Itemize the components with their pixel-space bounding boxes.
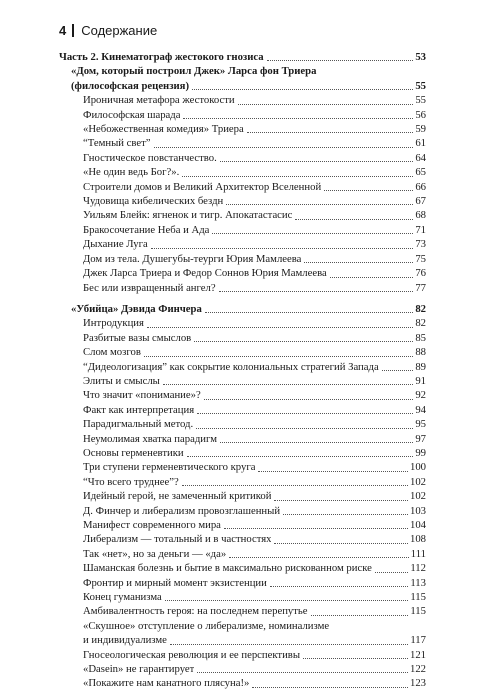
dot-leader — [382, 370, 414, 371]
toc-entry[interactable] — [59, 403, 426, 417]
toc-entry[interactable] — [59, 561, 426, 575]
toc-entry-page: 85 — [415, 331, 426, 344]
dot-leader — [274, 500, 407, 501]
toc-entry-title: Д. Финчер и либерализм провозглашенный — [83, 504, 281, 517]
dot-leader — [274, 543, 407, 544]
toc-section-entry[interactable] — [59, 64, 426, 93]
toc-entry-page: 53 — [415, 51, 426, 63]
toc-entry-page: 59 — [415, 123, 426, 136]
toc-entry[interactable] — [59, 360, 426, 374]
toc-entry-title: Строители домов и Великий Архитектор Вселенной — [83, 180, 322, 193]
toc-entry-page: 64 — [415, 151, 426, 164]
toc-entry-page: 77 — [415, 281, 426, 294]
toc-entry[interactable] — [59, 223, 426, 237]
toc-entry[interactable] — [59, 676, 426, 690]
toc-entry[interactable] — [59, 136, 426, 150]
toc-entry[interactable] — [59, 518, 426, 532]
toc-entry[interactable] — [59, 180, 426, 194]
dot-leader — [205, 312, 413, 313]
toc-entry-page: 91 — [415, 374, 426, 387]
toc-entry-title: “Дидеологизация” как сокрытие колониальных стратегий Запада — [83, 360, 379, 373]
toc-entry-page: 102 — [409, 490, 426, 503]
toc-entry-title: Элиты и смыслы — [83, 374, 160, 387]
toc-entry[interactable] — [59, 208, 426, 222]
toc-entry-title: Парадигмальный метод. — [83, 418, 194, 431]
dot-leader — [270, 586, 409, 587]
dot-leader — [224, 528, 408, 529]
dot-leader — [219, 291, 414, 292]
running-header — [59, 22, 157, 38]
toc-entry-page: 92 — [415, 389, 426, 402]
dot-leader — [311, 615, 409, 616]
toc-entry-page: 82 — [415, 302, 426, 315]
toc-entry-page: 88 — [415, 346, 426, 359]
toc-entry-title: Джек Ларса Триера и Федор Соннов Юрия Мамлеева — [83, 267, 327, 280]
toc-entry[interactable] — [59, 252, 426, 266]
toc-entry[interactable] — [59, 266, 426, 280]
toc-entry-page: 66 — [415, 180, 426, 193]
toc-entry-title: Интродукция — [83, 317, 144, 330]
toc-entry-title-line1: «Скушное» отступление о либерализме, номинализме — [83, 619, 330, 632]
toc-entry-page: 76 — [415, 267, 426, 280]
toc-entry[interactable] — [59, 576, 426, 590]
dot-leader — [182, 485, 408, 486]
dot-leader — [330, 277, 414, 278]
toc-entry-page: 108 — [409, 533, 426, 546]
toc-entry[interactable] — [59, 532, 426, 546]
toc-entry-page: 123 — [409, 677, 426, 690]
toc-entry[interactable] — [59, 93, 426, 107]
toc-entry[interactable] — [59, 237, 426, 251]
header-separator — [72, 24, 74, 37]
toc-entry[interactable] — [59, 619, 426, 648]
toc-entry-title: “Темный свет” — [83, 137, 151, 150]
toc-entry[interactable] — [59, 122, 426, 136]
toc-entry-title: Разбитые вазы смыслов — [83, 331, 192, 344]
toc-part-entry[interactable] — [59, 50, 426, 64]
toc-entry[interactable] — [59, 446, 426, 460]
dot-leader — [226, 204, 413, 205]
toc-entry-page: 94 — [415, 403, 426, 416]
toc-entry-title: Гносеологическая революция и ее перспективы — [83, 648, 301, 661]
toc-entry-page: 65 — [415, 166, 426, 179]
toc-entry[interactable] — [59, 662, 426, 676]
toc-entry-page: 100 — [409, 461, 426, 474]
dot-leader — [252, 687, 408, 688]
toc-entry-page: 122 — [409, 663, 426, 676]
toc-entry-title: «Убийца» Дэвида Финчера — [71, 302, 202, 315]
dot-leader — [375, 572, 408, 573]
dot-leader — [151, 248, 414, 249]
toc-entry-title: “Что всего труднее”? — [83, 475, 179, 488]
dot-leader — [194, 341, 413, 342]
section2-items — [59, 316, 426, 619]
section1-items — [59, 93, 426, 295]
toc-entry-page: 113 — [410, 576, 426, 589]
toc-entry[interactable] — [59, 108, 426, 122]
toc-entry-title: Дыхание Луга — [83, 238, 148, 251]
toc-entry-page: 56 — [415, 108, 426, 121]
toc-entry-page: 97 — [415, 432, 426, 445]
toc-entry-title: Слом мозгов — [83, 346, 141, 359]
toc-entry-title: Дом из тела. Душегубы-теурги Юрия Мамлеева — [83, 252, 302, 265]
table-of-contents — [59, 50, 426, 691]
dot-leader — [170, 644, 408, 645]
toc-entry-title-line2: и индивидуализме — [83, 634, 167, 647]
toc-entry-page: 104 — [409, 519, 426, 531]
toc-entry-title: Ироничная метафора жестокости — [83, 94, 235, 107]
toc-entry-title: Уильям Блейк: ягненок и тигр. Апокатастасис — [83, 209, 293, 222]
toc-entry[interactable] — [59, 316, 426, 330]
toc-entry[interactable] — [59, 504, 426, 518]
toc-entry-title: Гностическое повстанчество. — [83, 151, 217, 164]
toc-entry-page: 73 — [415, 238, 426, 251]
toc-entry-title: Манифест современного мира — [83, 519, 221, 531]
dot-leader — [220, 442, 413, 443]
toc-entry-page: 115 — [410, 605, 426, 618]
toc-entry-title: Идейный герой, не замеченный критикой — [83, 490, 272, 503]
toc-entry-page: 117 — [410, 634, 426, 647]
toc-entry[interactable] — [59, 475, 426, 489]
toc-entry-page: 103 — [409, 504, 426, 517]
toc-entry-page: 61 — [415, 137, 426, 150]
toc-entry-page: 115 — [410, 591, 426, 604]
toc-entry-title: Основы герменевтики — [83, 446, 184, 459]
toc-entry[interactable] — [59, 345, 426, 359]
toc-entry-title: Так «нет», но за деньги — «да» — [83, 547, 227, 560]
dot-leader — [267, 60, 414, 61]
toc-entry[interactable] — [59, 194, 426, 208]
page-number: 4 — [59, 22, 67, 38]
toc-entry-title: Три ступени герменевтического круга — [83, 461, 256, 474]
toc-entry[interactable] — [59, 590, 426, 604]
dot-leader — [304, 262, 413, 263]
dot-leader — [212, 233, 413, 234]
dot-leader — [147, 327, 413, 328]
dot-leader — [258, 471, 407, 472]
toc-entry-title: Чудовища кибелических бездн — [83, 195, 224, 208]
toc-entry-page: 55 — [415, 94, 426, 107]
toc-entry-title: Бракосочетание Неба и Ада — [83, 223, 210, 236]
dot-leader — [187, 456, 414, 457]
toc-entry-page: 75 — [415, 252, 426, 265]
toc-entry[interactable] — [59, 604, 426, 618]
dot-leader — [247, 132, 414, 133]
toc-entry-page: 68 — [415, 209, 426, 222]
toc-entry-title: Амбивалентность героя: на последнем перепутье — [83, 605, 308, 618]
toc-entry[interactable] — [59, 281, 426, 295]
toc-entry[interactable] — [59, 331, 426, 345]
toc-entry-title: «Небожественная комедия» Триера — [83, 123, 244, 136]
toc-entry-title: Конец гуманизма — [83, 591, 162, 604]
toc-entry[interactable] — [59, 489, 426, 503]
toc-entry-title: Фронтир и мирный момент экзистенции — [83, 576, 267, 589]
dot-leader — [229, 557, 409, 558]
dot-leader — [220, 161, 414, 162]
dot-leader — [324, 190, 413, 191]
toc-entry-title: Неумолимая хватка парадигм — [83, 432, 217, 445]
toc-entry[interactable] — [59, 417, 426, 431]
toc-section-entry[interactable] — [59, 302, 426, 316]
section2-items-after — [59, 648, 426, 691]
toc-entry-title: Бес или извращенный ангел? — [83, 281, 216, 294]
toc-entry-title: «Dasein» не гарантирует — [83, 663, 195, 676]
toc-entry-title: Факт как интерпретация — [83, 403, 195, 416]
toc-entry-title: «Покажите нам канатного плясуна!» — [83, 677, 250, 690]
toc-entry-title-line1: «Дом, который построил Джек» Ларса фон Триера — [71, 65, 317, 78]
toc-entry-page: 102 — [409, 475, 426, 488]
dot-leader — [196, 428, 413, 429]
dot-leader — [163, 384, 413, 385]
header-title: Содержание — [81, 22, 158, 38]
toc-entry-page: 67 — [415, 195, 426, 208]
dot-leader — [197, 413, 413, 414]
toc-entry-title: Часть 2. Кинематограф жестокого гнозиса — [59, 51, 264, 63]
dot-leader — [165, 600, 409, 601]
toc-entry-title-line2: (философская рецензия) — [71, 79, 190, 92]
dot-leader — [283, 514, 408, 515]
toc-entry-title: «Не один ведь Бог?». — [83, 166, 180, 179]
toc-entry-page: 99 — [415, 446, 426, 459]
toc-entry-page: 112 — [410, 562, 426, 575]
toc-entry[interactable] — [59, 460, 426, 474]
dot-leader — [183, 118, 413, 119]
toc-entry[interactable] — [59, 151, 426, 165]
dot-leader — [154, 147, 414, 148]
dot-leader — [192, 89, 413, 90]
dot-leader — [204, 399, 414, 400]
dot-leader — [303, 658, 408, 659]
toc-entry[interactable] — [59, 432, 426, 446]
toc-entry[interactable] — [59, 165, 426, 179]
toc-entry[interactable] — [59, 388, 426, 402]
toc-entry-page: 111 — [410, 547, 426, 560]
dot-leader — [182, 176, 413, 177]
toc-entry-page: 55 — [415, 79, 426, 92]
toc-entry-page: 95 — [415, 418, 426, 431]
dot-leader — [238, 104, 414, 105]
toc-entry-page: 121 — [409, 648, 426, 661]
toc-entry-title: Что значит «понимание»? — [83, 389, 201, 402]
toc-entry[interactable] — [59, 547, 426, 561]
dot-leader — [197, 672, 408, 673]
toc-entry-page: 89 — [415, 360, 426, 373]
dot-leader — [144, 356, 413, 357]
toc-entry-title: Шаманская болезнь и бытие в максимально рискованном риске — [83, 562, 372, 575]
toc-entry[interactable] — [59, 374, 426, 388]
dot-leader — [295, 219, 413, 220]
toc-entry-title: Философская шарада — [83, 108, 181, 121]
toc-entry-page: 82 — [415, 317, 426, 330]
toc-entry-page: 71 — [415, 223, 426, 236]
toc-entry-title: Либерализм — тотальный и в частностях — [83, 533, 272, 546]
